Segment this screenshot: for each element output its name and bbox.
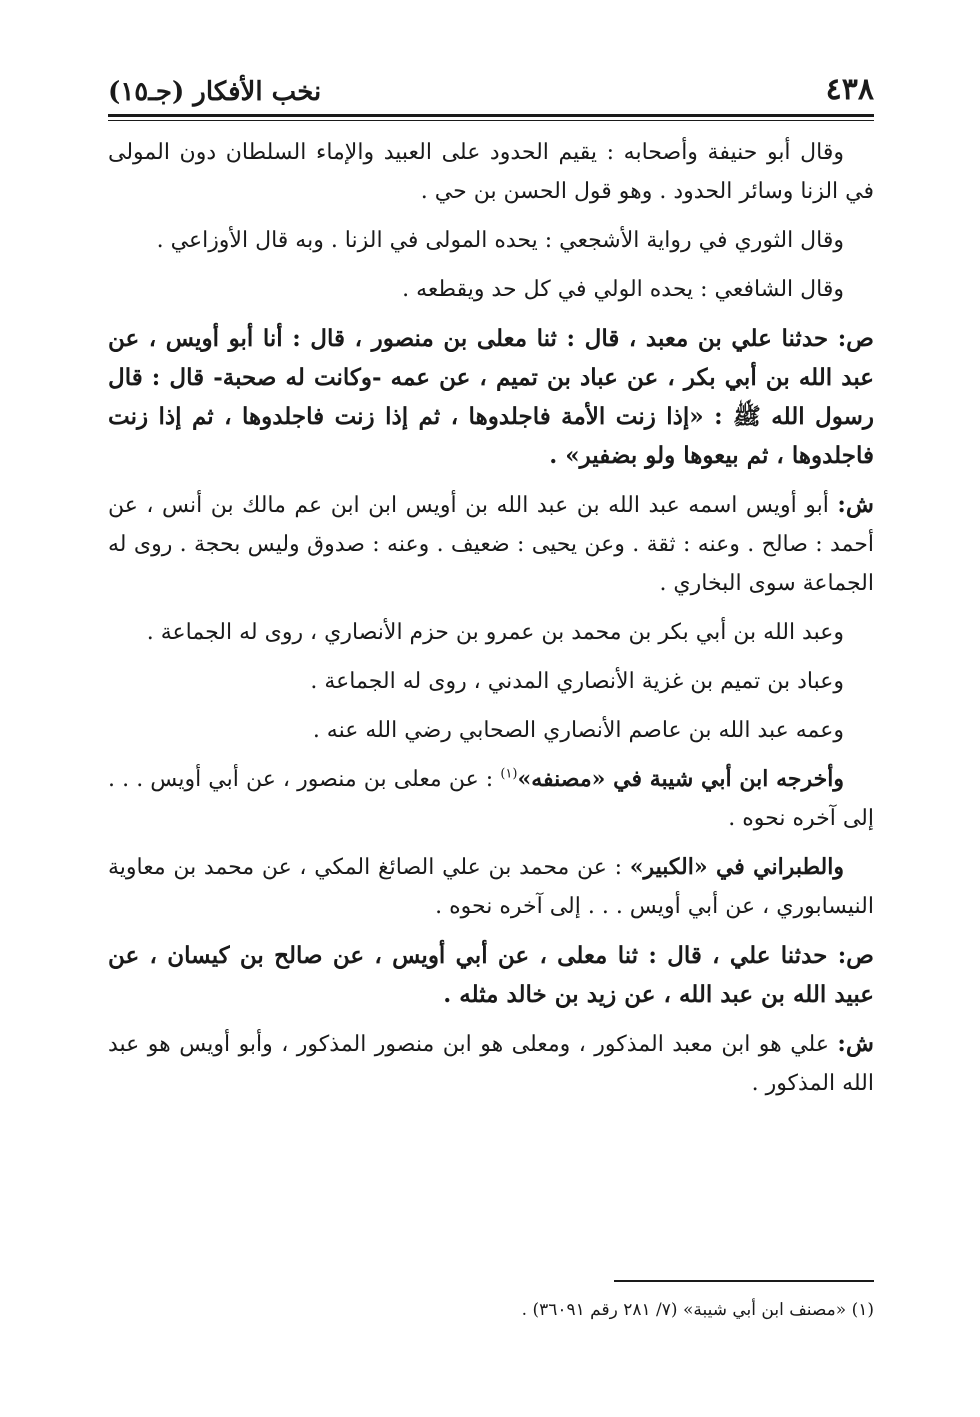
tabarani-body: : عن محمد بن علي الصائغ المكي ، عن محمد بن معاوية النيسابوري ، عن أبي أويس . . . إلى آخره نحوه . bbox=[108, 855, 874, 919]
page-number: ٤٣٨ bbox=[825, 72, 874, 107]
commentary-1 bbox=[108, 485, 874, 603]
paragraph-his-uncle: وعمه عبد الله بن عاصم الأنصاري الصحابي رضي الله عنه . bbox=[312, 718, 844, 743]
hadith-text-2 bbox=[108, 936, 874, 1014]
paragraph-abbad-bin-tamim: وعباد بن تميم بن غزية الأنصاري المدني ، روى له الجماعة . bbox=[310, 669, 844, 694]
shin-marker: ش: bbox=[837, 491, 874, 518]
paragraph-tabarani bbox=[108, 848, 874, 926]
sad-marker-2: ص: bbox=[837, 942, 874, 969]
ibn-abi-shayba-source: وأخرجه ابن أبي شيبة في «مصنفه» bbox=[517, 766, 844, 792]
footnote-ref-1: (١) bbox=[500, 766, 518, 782]
hadith-text-1 bbox=[108, 319, 874, 475]
hadith-text-1-body: حدثنا علي بن معبد ، قال : ثنا معلى بن منصور ، قال : أنا أبو أويس ، عن عبد الله بن أبي بكر ، عن عباد بن تميم ، عن عمه -وكانت له صحبة- قال : قال رسول الله ﷺ : «إذا زنت الأمة فاجلدوها ، ثم إذا زنت فاجلدوها ، ثم إذا زنت فاجلدوها ، ثم بيعوها ولو بضفير» . bbox=[108, 325, 874, 469]
hadith-text-2-body: حدثنا علي ، قال : ثنا معلى ، عن أبي أويس ، عن صالح بن كيسان ، عن عبيد الله بن عبد الله ، عن زيد بن خالد مثله . bbox=[108, 942, 874, 1008]
page-header bbox=[108, 60, 874, 108]
footnote-separator bbox=[614, 1280, 874, 1282]
header-rule-thin bbox=[108, 120, 874, 121]
paragraph-ibn-abi-shayba bbox=[108, 760, 874, 838]
book-page bbox=[108, 60, 874, 1377]
shin-marker-2: ش: bbox=[837, 1030, 874, 1057]
tabarani-source: والطبراني في «الكبير» bbox=[629, 854, 844, 880]
running-title: نخب الأفكار (جـ١٥) bbox=[108, 76, 322, 107]
footnote: (١) «مصنف ابن أبي شيبة» (٧/ ٢٨١ رقم ٣٦٠٩١) . bbox=[521, 1300, 874, 1320]
commentary-2 bbox=[108, 1024, 874, 1103]
ibn-abi-shayba-body: : عن معلى بن منصور ، عن أبي أويس . . . إلى آخره نحوه . bbox=[108, 767, 874, 831]
commentary-1-body: أبو أويس اسمه عبد الله بن عبد الله بن أويس ابن ابن عم مالك بن أنس ، عن أحمد : صالح . وعنه : ثقة . وعن يحيى : ضعيف . وعنه : صدوق وليس بحجة . روى له الجماعة سوى البخاري . bbox=[108, 493, 874, 596]
commentary-2-body: علي هو ابن معبد المذكور ، ومعلى هو ابن منصور المذكور ، وأبو أويس هو عبد الله المذكور . bbox=[108, 1032, 874, 1096]
main-text bbox=[108, 133, 874, 1103]
paragraph-abdullah-bin-abi-bakr: وعبد الله بن أبي بكر بن محمد بن عمرو بن حزم الأنصاري ، روى له الجماعة . bbox=[146, 620, 844, 645]
paragraph-shafii: وقال الشافعي : يحده الولي في كل حد ويقطعه . bbox=[402, 277, 844, 302]
header-rule bbox=[108, 114, 874, 117]
sad-marker: ص: bbox=[837, 325, 874, 352]
paragraph-thawri: وقال الثوري في رواية الأشجعي : يحده المولى في الزنا . وبه قال الأوزاعي . bbox=[156, 228, 844, 253]
paragraph-abu-hanifa: وقال أبو حنيفة وأصحابه : يقيم الحدود على العبيد والإماء السلطان دون المولى في الزنا وسائر الحدود . وهو قول الحسن بن حي . bbox=[108, 140, 874, 204]
